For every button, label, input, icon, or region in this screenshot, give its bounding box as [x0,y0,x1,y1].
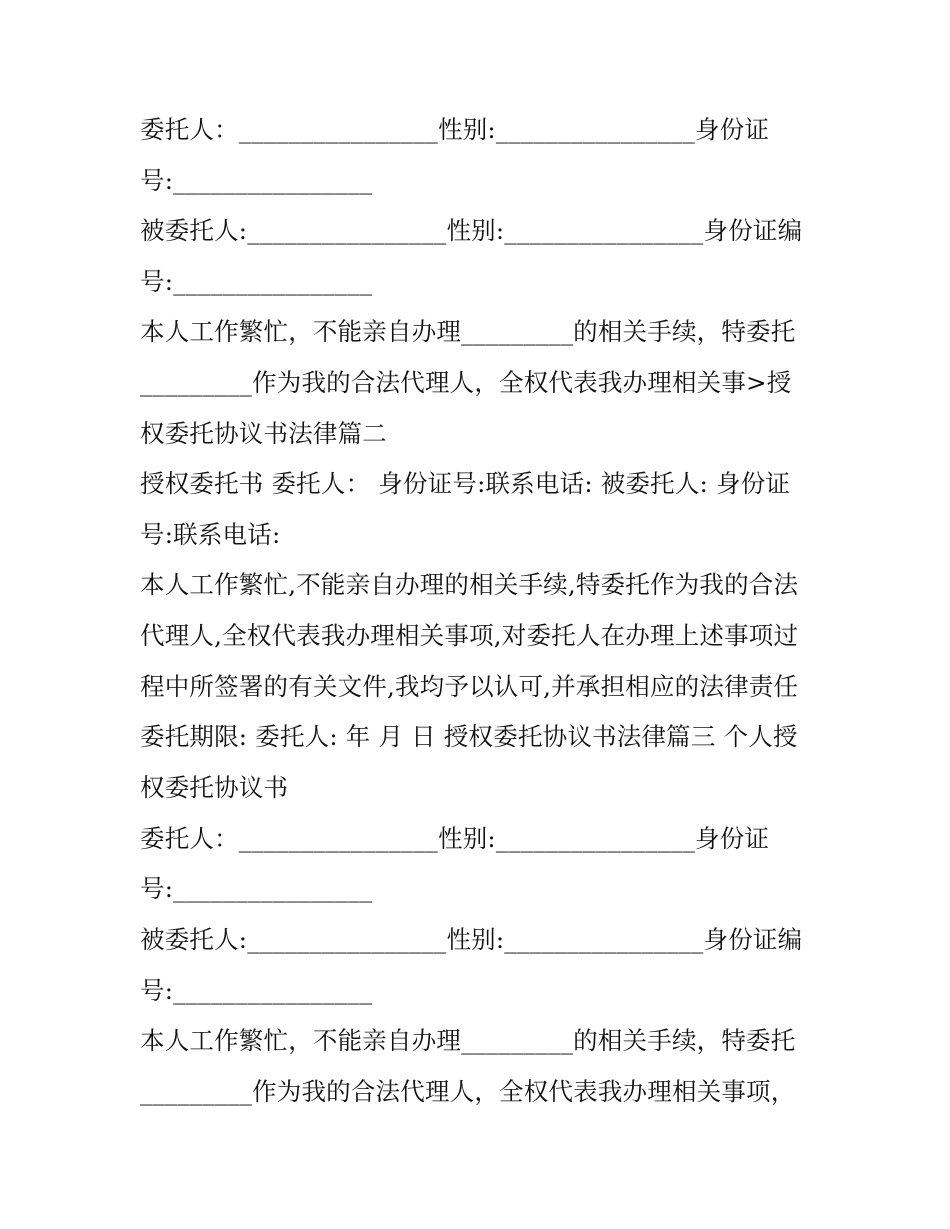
text-line: 号:________________ [140,166,373,195]
text-line: 号:________________ [140,874,373,903]
text-line: 被委托人:________________性别:________________身份证编 [140,216,803,245]
text-line: _________作为我的合法代理人，全权代表我办理相关事项， [140,1077,796,1106]
text-line: 号:联系电话: [140,520,281,549]
text-line: 权委托协议书 [140,773,289,802]
text-line: 授权委托书 委托人： 身份证号:联系电话: 被委托人: 身份证 [140,469,791,498]
text-line: 被委托人:________________性别:________________身份证编 [140,925,803,954]
text-line: 权委托协议书法律篇二 [140,419,387,448]
text-line: 委托人：________________性别:________________身份证 [140,115,770,144]
text-line: _________作为我的合法代理人，全权代表我办理相关事>授 [140,368,792,397]
text-line: 本人工作繁忙，不能亲自办理_________的相关手续，特委托 [140,317,796,346]
text-line: 号:________________ [140,976,373,1005]
text-line: 本人工作繁忙,不能亲自办理的相关手续,特委托作为我的合法 [140,570,799,599]
text-line: 代理人,全权代表我办理相关事项,对委托人在办理上述事项过 [140,621,799,650]
text-line: 委托期限: 委托人: 年 月 日 授权委托协议书法律篇三 个人授 [140,722,798,751]
text-line: 本人工作繁忙，不能亲自办理_________的相关手续，特委托 [140,1026,796,1055]
text-line: 程中所签署的有关文件,我均予以认可,并承担相应的法律责任 [140,672,799,701]
text-line: 委托人：________________性别:________________身份证 [140,824,770,853]
text-line: 号:________________ [140,267,373,296]
